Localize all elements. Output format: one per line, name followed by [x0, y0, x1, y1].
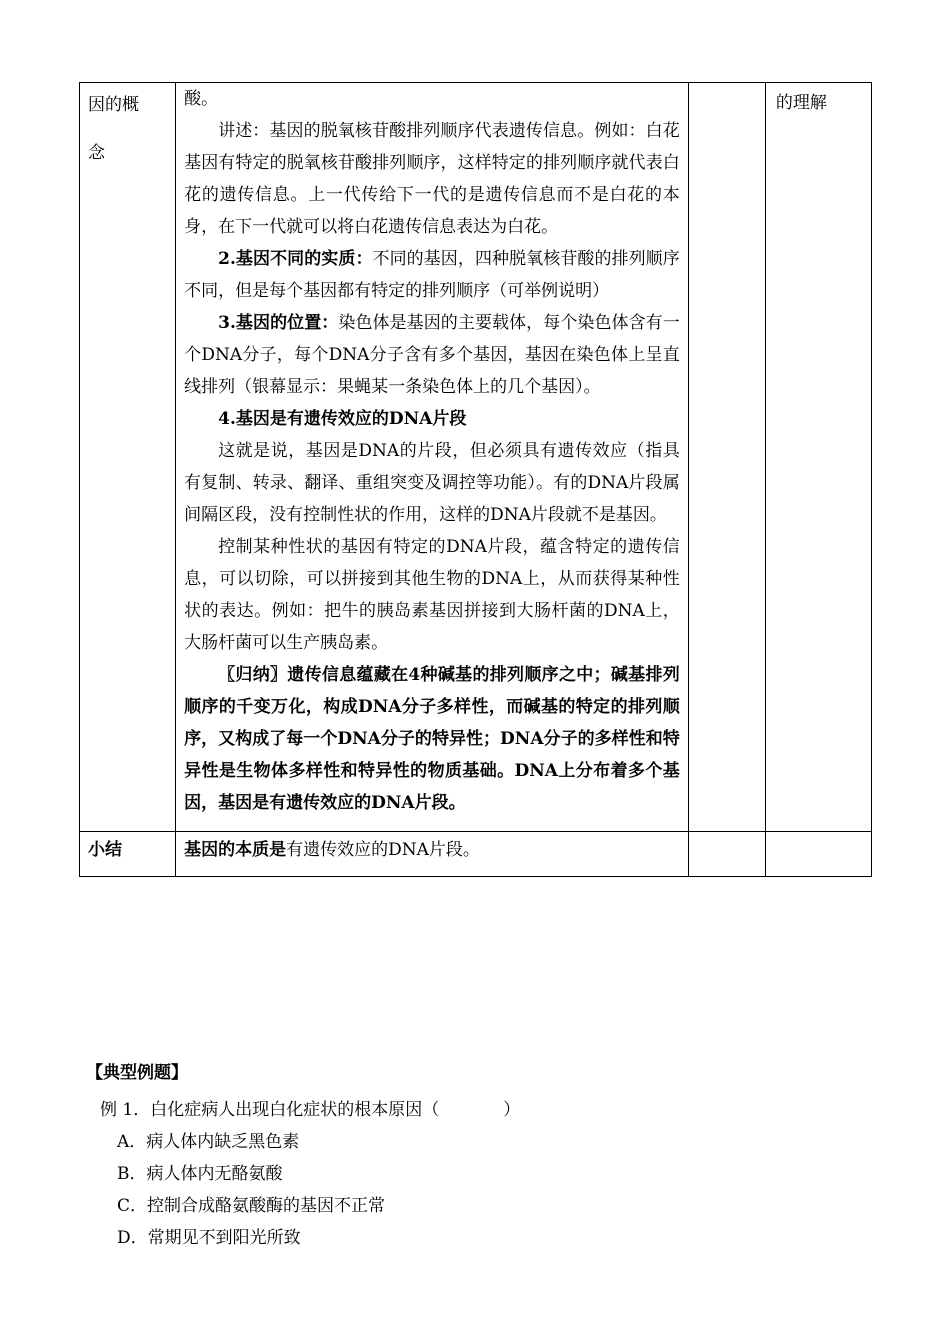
lesson-table: [79, 82, 872, 877]
table-row-concept: [80, 83, 872, 832]
paragraph-gene-difference: 2.基因不同的实质：不同的基因，四种脱氧核苷酸的排列顺序不同，但是每个基因都有特定的排列顺序（可举例说明）: [184, 249, 680, 301]
option-c: C．控制合成酪氨酸酶的基因不正常: [117, 1196, 386, 1216]
paragraph-summary: [184, 659, 680, 819]
summary-content: 基因的本质是有遗传效应的DNA片段。: [176, 832, 689, 877]
empty-cell: [688, 832, 765, 877]
gene-definition-heading: 4.基因是有遗传效应的DNA片段: [218, 409, 467, 429]
paragraph-explanation: 这就是说，基因是DNA的片段，但必须具有遗传效应（指具有复制、转录、翻译、重组突变及调控等功能）。有的DNA片段属间隔区段，没有控制性状的作用，这样的DNA片段就不是基因。: [184, 441, 680, 525]
goal-cell: [765, 83, 871, 832]
summary-bold-text: 〖归纳〗遗传信息蕴藏在4种碱基的排列顺序之中；碱基排列顺序的千变万化，构成DNA分子多样性，而碱基的特定的排列顺序，又构成了每一个DNA分子的特异性；DNA分子的多样性和特异性是生物体多样性和特异性的物质基础。DNA上分布着多个基因，基因是有遗传效应的DNA片段。: [184, 665, 680, 813]
paragraph-gene-definition: [184, 403, 680, 435]
content-cell: [176, 83, 689, 832]
option-b: B．病人体内无酪氨酸: [117, 1164, 283, 1184]
paragraph-lecture: 讲述：基因的脱氧核苷酸排列顺序代表遗传信息。例如：白花基因有特定的脱氧核苷酸排列顺序，这样特定的排列顺序就代表白花的遗传信息。上一代传给下一代的是遗传信息而不是白花的本身，在下一代就可以将白花遗传信息表达为白花。: [184, 121, 680, 237]
section-label-line-2: 念: [88, 143, 105, 163]
summary-label: 小结: [80, 832, 176, 877]
table-row-summary: [80, 832, 872, 877]
examples-heading: 【典型例题】: [86, 1063, 188, 1083]
section-label-cell: [80, 83, 176, 832]
paragraph-1: 酸。: [184, 89, 219, 109]
gene-location-heading: 3.基因的位置：: [218, 313, 339, 333]
paragraph-gene-location: 3.基因的位置：染色体是基因的主要载体，每个染色体含有一个DNA分子，每个DNA分子含有多个基因，基因在染色体上呈直线排列（银幕显示：果蝇某一条染色体上的几个基因）。: [184, 313, 680, 397]
paragraph-example: 控制某种性状的基因有特定的DNA片段，蕴含特定的遗传信息，可以切除，可以拼接到其他生物的DNA上，从而获得某种性状的表达。例如：把牛的胰岛素基因拼接到大肠杆菌的DNA上，大肠杆菌可以生产胰岛素。: [184, 537, 680, 653]
summary-content-bold: 基因的本质是: [184, 840, 287, 860]
example-question: 例 1．白化症病人出现白化症状的根本原因（ ）: [100, 1100, 521, 1120]
empty-cell: [688, 83, 765, 832]
goal-text: 的理解: [775, 93, 827, 113]
gene-difference-heading: 2.基因不同的实质：: [218, 249, 373, 269]
option-a: A．病人体内缺乏黑色素: [117, 1132, 300, 1152]
empty-cell: [765, 832, 871, 877]
option-d: D．常期见不到阳光所致: [117, 1228, 301, 1248]
section-label-line-1: 因的概: [88, 95, 139, 115]
